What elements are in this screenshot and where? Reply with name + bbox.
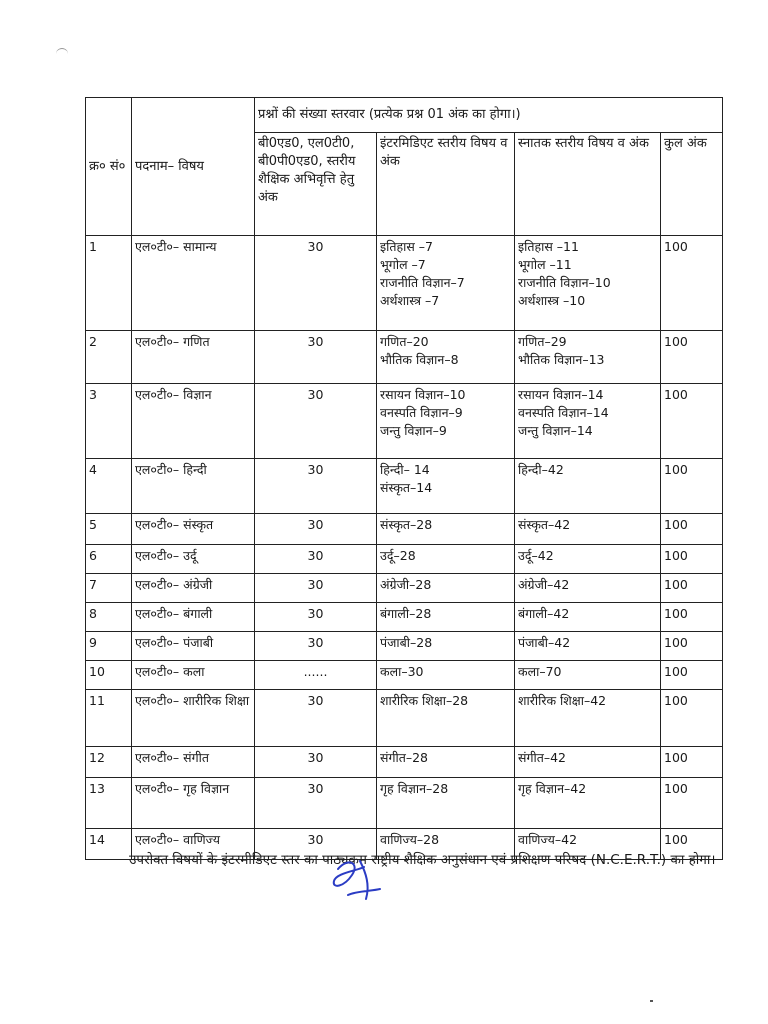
aptitude-cell: 30 xyxy=(255,829,377,860)
post-cell: एल०टी०– कला xyxy=(132,661,255,690)
table-row xyxy=(86,331,723,384)
intermediate-cell xyxy=(377,632,515,661)
total-cell: 100 xyxy=(661,632,723,661)
intermediate-cell-line: संगीत–28 xyxy=(380,750,429,765)
intermediate-cell-line: गृह विज्ञान–28 xyxy=(380,781,449,796)
aptitude-cell: 30 xyxy=(255,778,377,829)
graduate-cell xyxy=(515,574,661,603)
serial-cell: 7 xyxy=(86,574,132,603)
graduate-cell xyxy=(515,514,661,545)
graduate-cell xyxy=(515,661,661,690)
graduate-cell xyxy=(515,331,661,384)
post-cell: एल०टी०– हिन्दी xyxy=(132,459,255,514)
post-cell: एल०टी०– सामान्य xyxy=(132,236,255,331)
intermediate-cell xyxy=(377,236,515,331)
graduate-cell-line: अंग्रेजी–42 xyxy=(518,577,570,592)
intermediate-cell-line: वाणिज्य–28 xyxy=(380,832,440,847)
aptitude-cell: 30 xyxy=(255,690,377,747)
intermediate-cell-line: शारीरिक शिक्षा–28 xyxy=(380,693,469,708)
graduate-cell-line: इतिहास –11 xyxy=(518,239,579,254)
post-cell: एल०टी०– पंजाबी xyxy=(132,632,255,661)
total-cell: 100 xyxy=(661,514,723,545)
graduate-cell xyxy=(515,236,661,331)
scan-artifact-mark xyxy=(56,48,68,57)
intermediate-cell xyxy=(377,459,515,514)
graduate-cell xyxy=(515,632,661,661)
header-total: कुल अंक xyxy=(661,133,723,236)
graduate-cell xyxy=(515,778,661,829)
table-row xyxy=(86,514,723,545)
serial-cell: 6 xyxy=(86,545,132,574)
aptitude-cell: 30 xyxy=(255,236,377,331)
graduate-cell-line: जन्तु विज्ञान–14 xyxy=(518,423,593,438)
graduate-cell xyxy=(515,545,661,574)
intermediate-cell xyxy=(377,545,515,574)
syllabus-table xyxy=(85,97,723,860)
intermediate-cell-line: भूगोल –7 xyxy=(380,257,426,272)
intermediate-cell-line: वनस्पति विज्ञान–9 xyxy=(380,405,463,420)
table-row xyxy=(86,574,723,603)
graduate-cell xyxy=(515,690,661,747)
graduate-cell-line: वाणिज्य–42 xyxy=(518,832,578,847)
aptitude-cell: 30 xyxy=(255,603,377,632)
graduate-cell-line: बंगाली–42 xyxy=(518,606,570,621)
post-cell: एल०टी०– शारीरिक शिक्षा xyxy=(132,690,255,747)
graduate-cell xyxy=(515,459,661,514)
post-cell: एल०टी०– संगीत xyxy=(132,747,255,778)
serial-cell: 11 xyxy=(86,690,132,747)
intermediate-cell-line: अंग्रेजी–28 xyxy=(380,577,432,592)
post-cell: एल०टी०– गणित xyxy=(132,331,255,384)
total-cell: 100 xyxy=(661,778,723,829)
graduate-cell-line: राजनीति विज्ञान–10 xyxy=(518,275,611,290)
graduate-cell-line: कला–70 xyxy=(518,664,562,679)
table-row xyxy=(86,384,723,459)
intermediate-cell-line: अर्थशास्त्र –7 xyxy=(380,293,440,308)
post-cell: एल०टी०– उर्दू xyxy=(132,545,255,574)
graduate-cell xyxy=(515,603,661,632)
serial-cell: 2 xyxy=(86,331,132,384)
intermediate-cell-line: हिन्दी– 14 xyxy=(380,462,430,477)
post-cell: एल०टी०– अंग्रेजी xyxy=(132,574,255,603)
aptitude-cell: 30 xyxy=(255,331,377,384)
graduate-cell xyxy=(515,384,661,459)
total-cell: 100 xyxy=(661,574,723,603)
serial-cell: 14 xyxy=(86,829,132,860)
serial-cell: 8 xyxy=(86,603,132,632)
header-question-count: प्रश्नों की संख्या स्तरवार (प्रत्येक प्रश्न 01 अंक का होगा।) xyxy=(255,98,723,133)
post-cell: एल०टी०– वाणिज्य xyxy=(132,829,255,860)
total-cell: 100 xyxy=(661,384,723,459)
aptitude-cell: ...... xyxy=(255,661,377,690)
intermediate-cell-line: बंगाली–28 xyxy=(380,606,432,621)
intermediate-cell xyxy=(377,690,515,747)
graduate-cell-line: गृह विज्ञान–42 xyxy=(518,781,587,796)
graduate-cell-line: भौतिक विज्ञान–13 xyxy=(518,352,605,367)
serial-cell: 1 xyxy=(86,236,132,331)
intermediate-cell xyxy=(377,514,515,545)
aptitude-cell: 30 xyxy=(255,384,377,459)
graduate-cell-line: भूगोल –11 xyxy=(518,257,572,272)
graduate-cell-line: शारीरिक शिक्षा–42 xyxy=(518,693,607,708)
post-cell: एल०टी०– गृह विज्ञान xyxy=(132,778,255,829)
signature-mark xyxy=(326,855,386,907)
graduate-cell-line: वनस्पति विज्ञान–14 xyxy=(518,405,609,420)
aptitude-cell: 30 xyxy=(255,747,377,778)
total-cell: 100 xyxy=(661,459,723,514)
header-post-subject: पदनाम– विषय xyxy=(132,98,255,236)
aptitude-cell: 30 xyxy=(255,514,377,545)
intermediate-cell xyxy=(377,747,515,778)
table-row xyxy=(86,778,723,829)
serial-cell: 9 xyxy=(86,632,132,661)
footer-note: उपरोक्त विषयों के इंटरमीडिएट स्तर का पाठ्यक्रम राष्ट्रीय शैक्षिक अनुसंधान एवं प्रशिक्षण परिषद (N.C.E.R.T.) का होगा। xyxy=(129,852,716,868)
intermediate-cell xyxy=(377,384,515,459)
total-cell: 100 xyxy=(661,829,723,860)
serial-cell: 5 xyxy=(86,514,132,545)
graduate-cell-line: संस्कृत–42 xyxy=(518,517,571,532)
intermediate-cell xyxy=(377,778,515,829)
table-row xyxy=(86,545,723,574)
intermediate-cell-line: कला–30 xyxy=(380,664,424,679)
intermediate-cell-line: उर्दू–28 xyxy=(380,548,416,563)
graduate-cell-line: संगीत–42 xyxy=(518,750,567,765)
serial-cell: 12 xyxy=(86,747,132,778)
graduate-cell-line: अर्थशास्त्र –10 xyxy=(518,293,586,308)
intermediate-cell xyxy=(377,603,515,632)
aptitude-cell: 30 xyxy=(255,545,377,574)
scan-speck xyxy=(650,1000,653,1002)
graduate-cell-line: रसायन विज्ञान–14 xyxy=(518,387,604,402)
graduate-cell xyxy=(515,747,661,778)
intermediate-cell-line: इतिहास –7 xyxy=(380,239,434,254)
total-cell: 100 xyxy=(661,690,723,747)
total-cell: 100 xyxy=(661,545,723,574)
total-cell: 100 xyxy=(661,603,723,632)
graduate-cell-line: हिन्दी–42 xyxy=(518,462,564,477)
serial-cell: 4 xyxy=(86,459,132,514)
graduate-cell-line: उर्दू–42 xyxy=(518,548,554,563)
total-cell: 100 xyxy=(661,236,723,331)
intermediate-cell xyxy=(377,661,515,690)
post-cell: एल०टी०– संस्कृत xyxy=(132,514,255,545)
intermediate-cell-line: संस्कृत–14 xyxy=(380,480,433,495)
aptitude-cell: 30 xyxy=(255,459,377,514)
header-row-top xyxy=(86,98,723,133)
header-intermediate: इंटरमिडिएट स्तरीय विषय व अंक xyxy=(377,133,515,236)
table-row xyxy=(86,661,723,690)
aptitude-cell: 30 xyxy=(255,632,377,661)
aptitude-cell: 30 xyxy=(255,574,377,603)
intermediate-cell-line: गणित–20 xyxy=(380,334,429,349)
intermediate-cell xyxy=(377,331,515,384)
header-serial: क्र० सं० xyxy=(86,98,132,236)
intermediate-cell-line: भौतिक विज्ञान–8 xyxy=(380,352,459,367)
total-cell: 100 xyxy=(661,331,723,384)
serial-cell: 3 xyxy=(86,384,132,459)
serial-cell: 13 xyxy=(86,778,132,829)
intermediate-cell xyxy=(377,574,515,603)
total-cell: 100 xyxy=(661,661,723,690)
intermediate-cell-line: रसायन विज्ञान–10 xyxy=(380,387,466,402)
intermediate-cell-line: पंजाबी–28 xyxy=(380,635,433,650)
table-row xyxy=(86,747,723,778)
intermediate-cell-line: राजनीति विज्ञान–7 xyxy=(380,275,465,290)
intermediate-cell-line: संस्कृत–28 xyxy=(380,517,433,532)
header-aptitude: बी0एड0, एल0टी0, बी0पी0एड0, स्तरीय शैक्षिक अभिवृत्ति हेतु अंक xyxy=(255,133,377,236)
table-row xyxy=(86,236,723,331)
post-cell: एल०टी०– बंगाली xyxy=(132,603,255,632)
total-cell: 100 xyxy=(661,747,723,778)
intermediate-cell-line: जन्तु विज्ञान–9 xyxy=(380,423,447,438)
header-graduate: स्नातक स्तरीय विषय व अंक xyxy=(515,133,661,236)
table-row xyxy=(86,459,723,514)
table-body xyxy=(86,98,723,860)
post-cell: एल०टी०– विज्ञान xyxy=(132,384,255,459)
signature-stroke xyxy=(334,861,380,899)
serial-cell: 10 xyxy=(86,661,132,690)
graduate-cell-line: गणित–29 xyxy=(518,334,567,349)
table-row xyxy=(86,632,723,661)
graduate-cell-line: पंजाबी–42 xyxy=(518,635,571,650)
table-row xyxy=(86,690,723,747)
table-row xyxy=(86,603,723,632)
